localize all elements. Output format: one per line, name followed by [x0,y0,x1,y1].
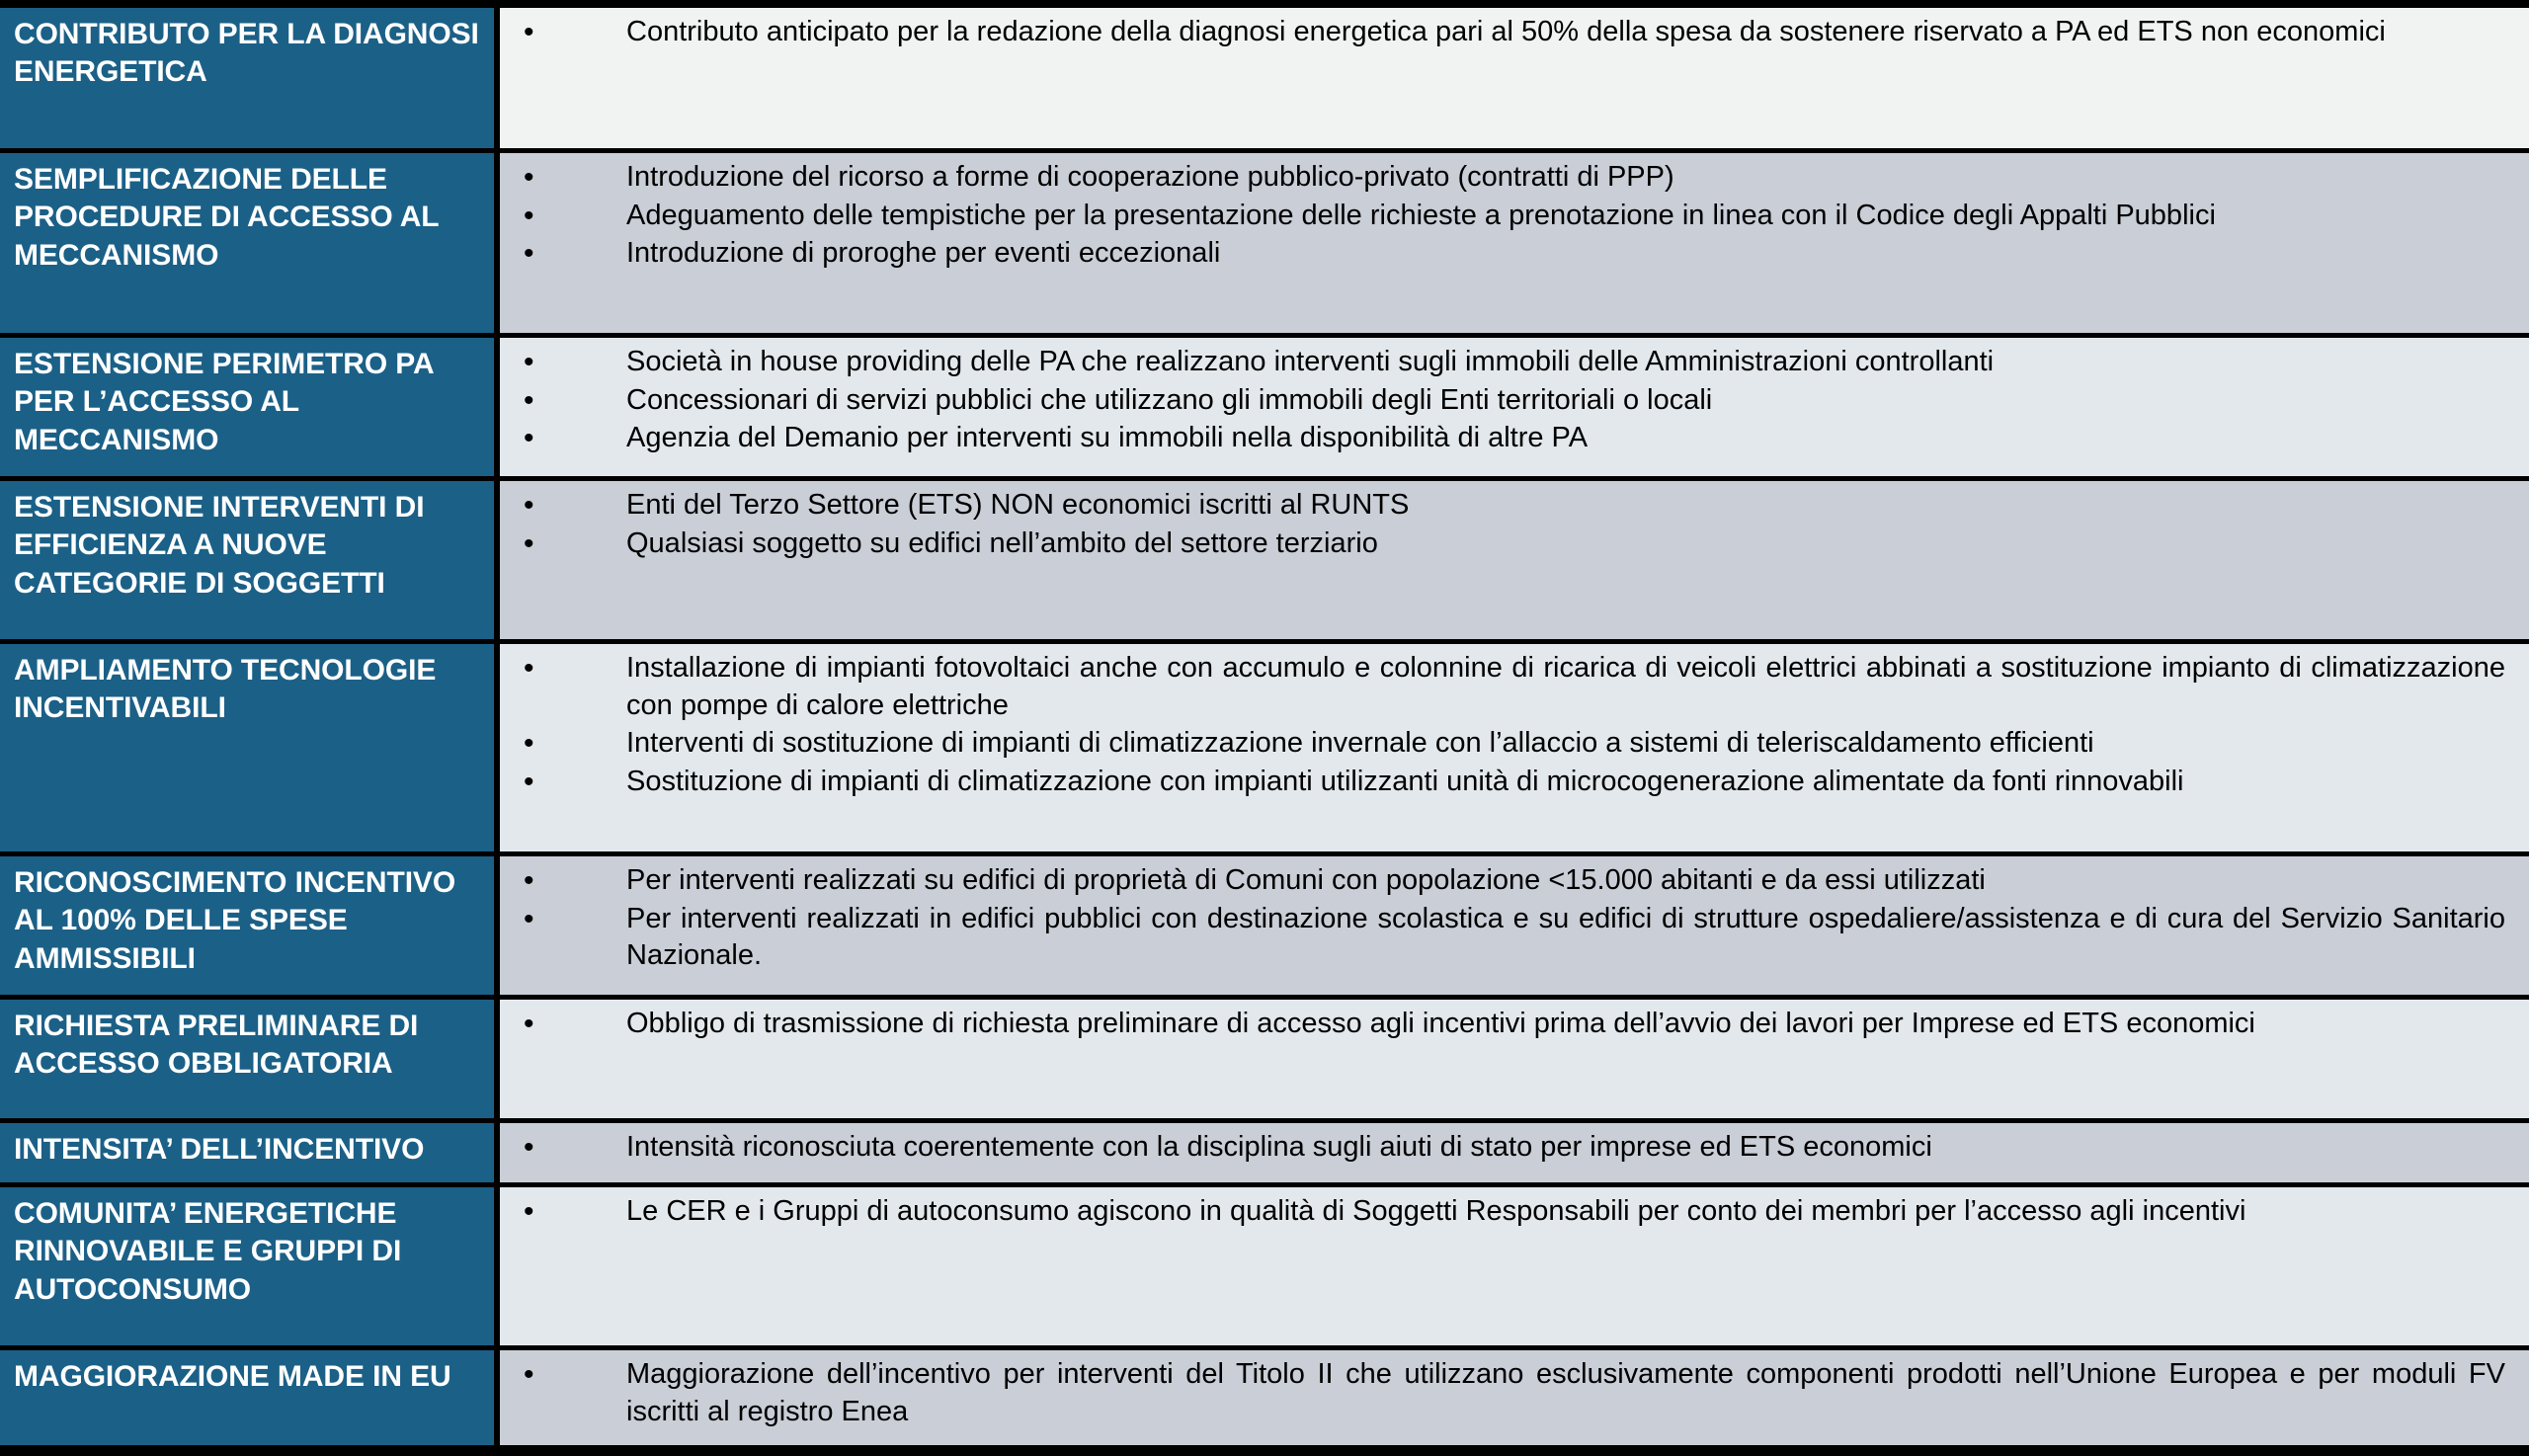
bullet-list [500,1129,2523,1167]
bullet-item: • Introduzione del ricorso a forme di cooperazione pubblico-privato (contratti di PPP) [500,159,2523,197]
bullet-item: • Contributo anticipato per la redazione della diagnosi energetica pari al 50% della spesa da sostenere riservato a PA ed ETS non economici [500,14,2523,51]
table-row [0,1000,2529,1118]
row-content-cell [500,1123,2529,1182]
row-label-cell: CONTRIBUTO PER LA DIAGNOSI ENERGETICA [0,8,494,148]
row-label-cell: RICHIESTA PRELIMINARE DI ACCESSO OBBLIGATORIA [0,1000,494,1118]
comparison-table [0,8,2529,1442]
row-label-cell: ESTENSIONE PERIMETRO PA PER L’ACCESSO AL MECCANISMO [0,338,494,476]
row-content-cell [500,1187,2529,1345]
row-label-cell: MAGGIORAZIONE MADE IN EU [0,1350,494,1445]
bullet-item: • Concessionari di servizi pubblici che utilizzano gli immobili degli Enti territoriali o locali [500,382,2523,420]
row-label-cell: RICONOSCIMENTO INCENTIVO AL 100% DELLE SPESE AMMISSIBILI [0,856,494,995]
bullet-list [500,1006,2523,1043]
row-content-cell [500,644,2529,851]
table-row [0,338,2529,476]
bullet-item: • Per interventi realizzati in edifici pubblici con destinazione scolastica e su edifici di strutture ospedaliere/assistenza e di cura del Servizio Sanitario Nazionale. [500,901,2523,975]
bullet-item: • Per interventi realizzati su edifici di proprietà di Comuni con popolazione <15.000 abitanti e da essi utilizzati [500,862,2523,900]
row-content-cell [500,1350,2529,1445]
table-row [0,8,2529,148]
bullet-item: • Installazione di impianti fotovoltaici anche con accumulo e colonnine di ricarica di veicoli elettrici abbinati a sostituzione impianto di climatizzazione con pompe di calore elettriche [500,650,2523,724]
bullet-item: • Società in house providing delle PA che realizzano interventi sugli immobili delle Amministrazioni controllanti [500,344,2523,381]
bullet-item: • Agenzia del Demanio per interventi su immobili nella disponibilità di altre PA [500,420,2523,457]
bullet-item: • Obbligo di trasmissione di richiesta preliminare di accesso agli incentivi prima dell’avvio dei lavori per Imprese ed ETS economici [500,1006,2523,1043]
bullet-item: • Qualsiasi soggetto su edifici nell’ambito del settore terziario [500,526,2523,563]
row-label-cell: INTENSITA’ DELL’INCENTIVO [0,1123,494,1182]
table-row [0,481,2529,639]
bullet-item: • Le CER e i Gruppi di autoconsumo agiscono in qualità di Soggetti Responsabili per conto dei membri per l’accesso agli incentivi [500,1193,2523,1231]
row-content-cell [500,1000,2529,1118]
table-row [0,1350,2529,1445]
bullet-list [500,1356,2523,1430]
bullet-item: • Maggiorazione dell’incentivo per interventi del Titolo II che utilizzano esclusivamente componenti prodotti nell’Unione Europea e per moduli FV iscritti al registro Enea [500,1356,2523,1430]
row-content-cell [500,481,2529,639]
bullet-item: • Enti del Terzo Settore (ETS) NON economici iscritti al RUNTS [500,487,2523,525]
bullet-item: • Introduzione di proroghe per eventi eccezionali [500,235,2523,273]
bullet-item: • Intensità riconosciuta coerentemente con la disciplina sugli aiuti di stato per imprese ed ETS economici [500,1129,2523,1167]
table-row [0,1123,2529,1182]
row-label-cell: SEMPLIFICAZIONE DELLE PROCEDURE DI ACCESSO AL MECCANISMO [0,153,494,333]
table-row [0,153,2529,333]
row-label-cell: AMPLIAMENTO TECNOLOGIE INCENTIVABILI [0,644,494,851]
row-content-cell [500,8,2529,148]
bullet-list [500,487,2523,562]
row-label-cell: COMUNITA’ ENERGETICHE RINNOVABILE E GRUPPI DI AUTOCONSUMO [0,1187,494,1345]
bullet-item: • Interventi di sostituzione di impianti di climatizzazione invernale con l’allaccio a sistemi di teleriscaldamento efficienti [500,725,2523,763]
bullet-list [500,650,2523,801]
table-row [0,644,2529,851]
row-content-cell [500,338,2529,476]
bullet-list [500,344,2523,457]
bullet-list [500,14,2523,51]
bullet-item: • Sostituzione di impianti di climatizzazione con impianti utilizzanti unità di microcogenerazione alimentate da fonti rinnovabili [500,764,2523,801]
row-content-cell [500,856,2529,995]
bullet-list [500,159,2523,273]
table-row [0,1187,2529,1345]
row-label-cell: ESTENSIONE INTERVENTI DI EFFICIENZA A NUOVE CATEGORIE DI SOGGETTI [0,481,494,639]
table-row [0,856,2529,995]
row-content-cell [500,153,2529,333]
bullet-item: • Adeguamento delle tempistiche per la presentazione delle richieste a prenotazione in linea con il Codice degli Appalti Pubblici [500,198,2523,235]
bullet-list [500,1193,2523,1231]
bullet-list [500,862,2523,975]
